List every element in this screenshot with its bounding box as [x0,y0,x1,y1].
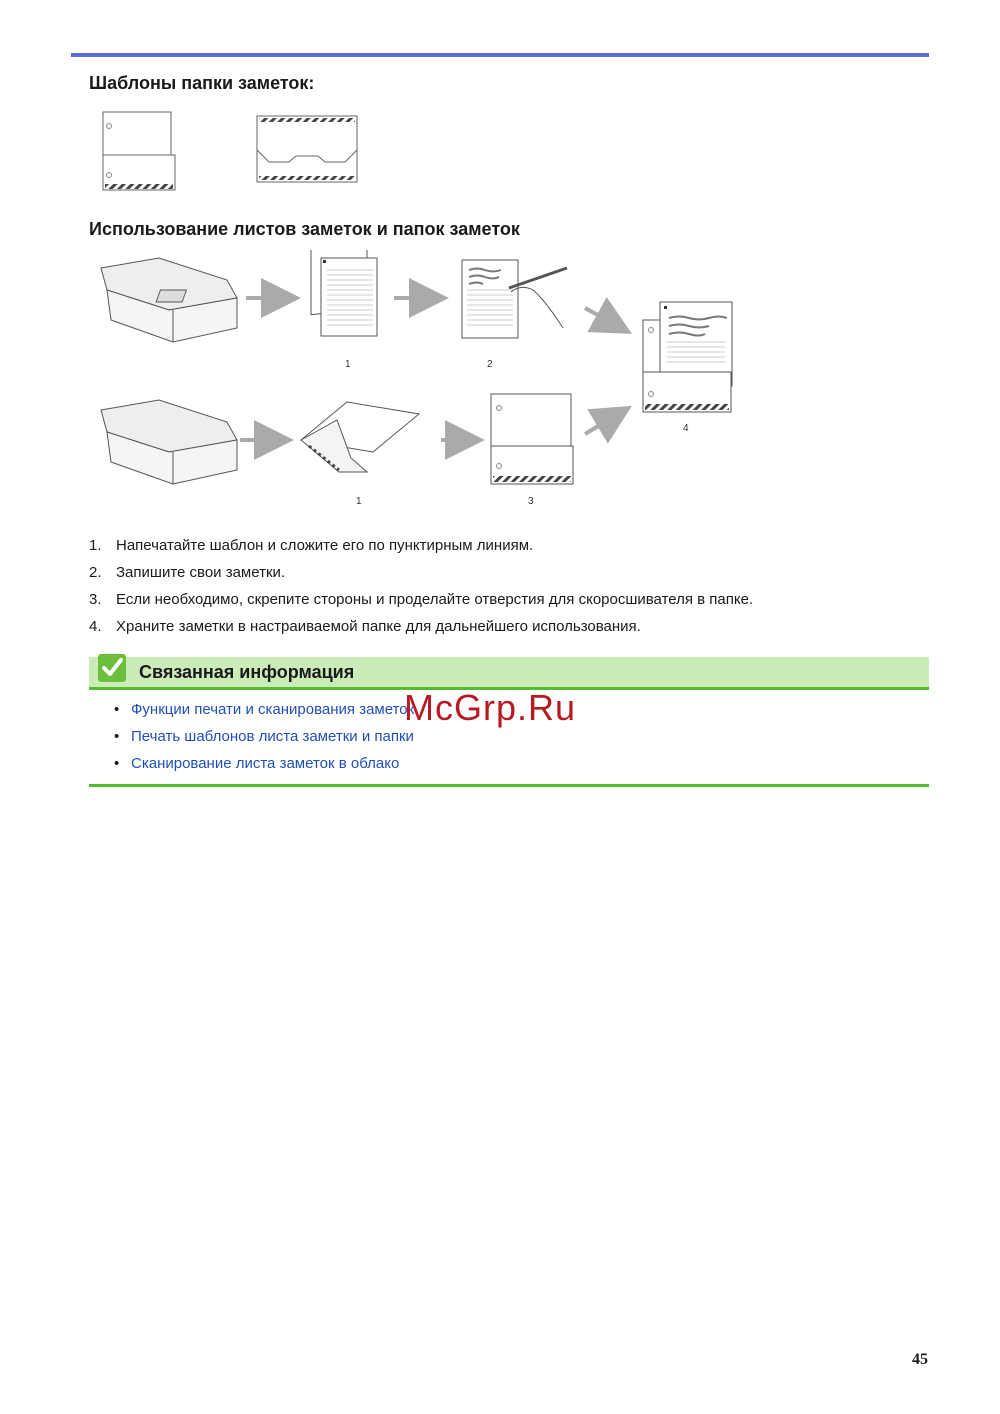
list-item: • Сканирование листа заметок в облако [114,755,400,772]
checkmark-icon [98,654,126,682]
step-item: 2. Запишите свои заметки. [89,564,286,581]
folder-template-vertical [103,112,175,190]
label-top-sheet: 1 [345,359,351,370]
list-item: • Печать шаблонов листа заметки и папки [114,728,414,745]
label-top-written: 2 [487,359,493,370]
arrow-6 [585,410,625,434]
note-sheet-stack [311,250,377,336]
step-item: 4. Храните заметки в настраиваемой папке для дальнейшего использования. [89,618,641,635]
written-note-sheet [462,260,567,338]
usage-diagram [89,250,749,512]
folder-templates-illustration [96,108,366,196]
related-links-list [114,696,414,777]
section-heading-usage: Использование листов заметок и папок заметок [89,219,520,239]
step-item: 3. Если необходимо, скрепите стороны и проделайте отверстия для скоросшивателя в папке. [89,591,754,608]
label-final-folder: 4 [683,423,689,434]
printer-bottom [101,400,237,484]
empty-note-folder [491,394,573,484]
arrow-3 [585,308,625,330]
page-number: 45 [912,1351,928,1368]
folder-template-envelope [257,116,357,182]
label-bottom-fold: 1 [356,496,362,507]
list-item: • Функции печати и сканирования заметок [114,701,415,718]
related-link-print-templates[interactable]: Печать шаблонов листа заметки и папки [131,728,414,745]
related-link-scan-to-cloud[interactable]: Сканирование листа заметок в облако [131,755,400,772]
folded-template [301,402,419,472]
related-info-bottom-rule [89,784,929,787]
steps-list [89,532,949,640]
related-link-print-scan-functions[interactable]: Функции печати и сканирования заметок [131,701,415,718]
label-bottom-folder: 3 [528,496,534,507]
printer-top [101,258,237,342]
section-heading-templates: Шаблоны папки заметок: [89,73,315,93]
top-rule [71,53,929,57]
step-item: 1. Напечатайте шаблон и сложите его по пунктирным линиям. [89,537,534,554]
related-info-title: Связанная информация [139,662,355,682]
watermark: McGrp.Ru [404,687,577,728]
final-note-folder [643,302,732,412]
